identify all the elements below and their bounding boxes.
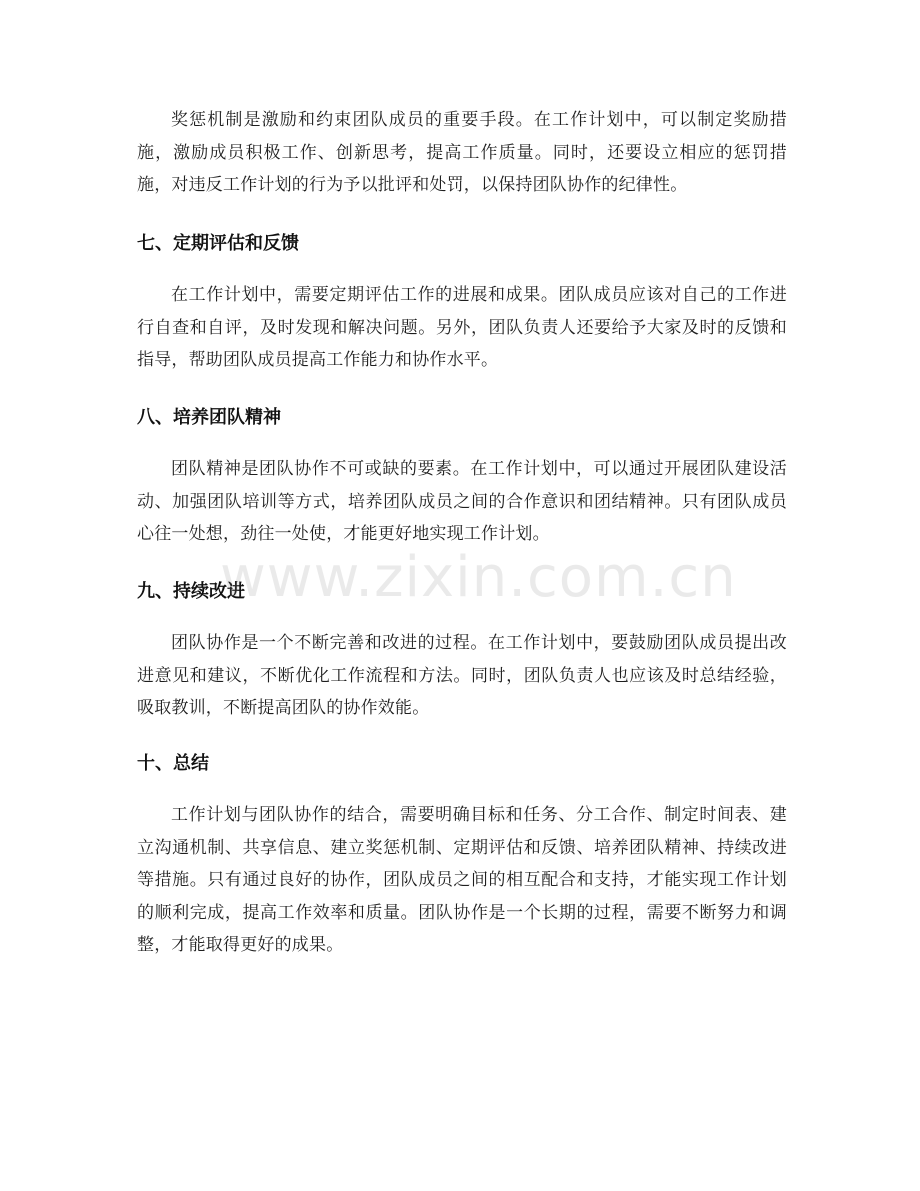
section-8-paragraph: 团队精神是团队协作不可或缺的要素。在工作计划中，可以通过开展团队建设活动、加强团队培训等方式，培养团队成员之间的合作意识和团结精神。只有团队成员心往一处想，劲往一处使，才能更好地实现工作计划。 <box>137 459 787 544</box>
watermark: www.zixin.com.cn <box>220 545 737 610</box>
section-10-paragraph: 工作计划与团队协作的结合，需要明确目标和任务、分工合作、制定时间表、建立沟通机制、共享信息、建立奖惩机制、定期评估和反馈、培养团队精神、持续改进等措施。只有通过良好的协作，团队成员之间的相互配合和支持，才能实现工作计划的顺利完成，提高工作效率和质量。团队协作是一个长期的过程，需要不断努力和调整，才能取得更好的成果。 <box>137 805 787 955</box>
section-9-paragraph: 团队协作是一个不断完善和改进的过程。在工作计划中，要鼓励团队成员提出改进意见和建议，不断优化工作流程和方法。同时，团队负责人也应该及时总结经验，吸取教训，不断提高团队的协作效能。 <box>137 633 787 718</box>
section-9-heading: 九、持续改进 <box>137 581 245 602</box>
section-7-paragraph: 在工作计划中，需要定期评估工作的进展和成果。团队成员应该对自己的工作进行自查和自评，及时发现和解决问题。另外，团队负责人还要给予大家及时的反馈和指导，帮助团队成员提高工作能力和协作水平。 <box>137 285 787 370</box>
section-7-heading: 七、定期评估和反馈 <box>137 233 299 254</box>
intro-paragraph: 奖惩机制是激励和约束团队成员的重要手段。在工作计划中，可以制定奖励措施，激励成员积极工作、创新思考，提高工作质量。同时，还要设立相应的惩罚措施，对违反工作计划的行为予以批评和处罚，以保持团队协作的纪律性。 <box>137 110 787 195</box>
section-8-heading: 八、培养团队精神 <box>137 407 281 428</box>
section-10-heading: 十、总结 <box>137 753 209 774</box>
